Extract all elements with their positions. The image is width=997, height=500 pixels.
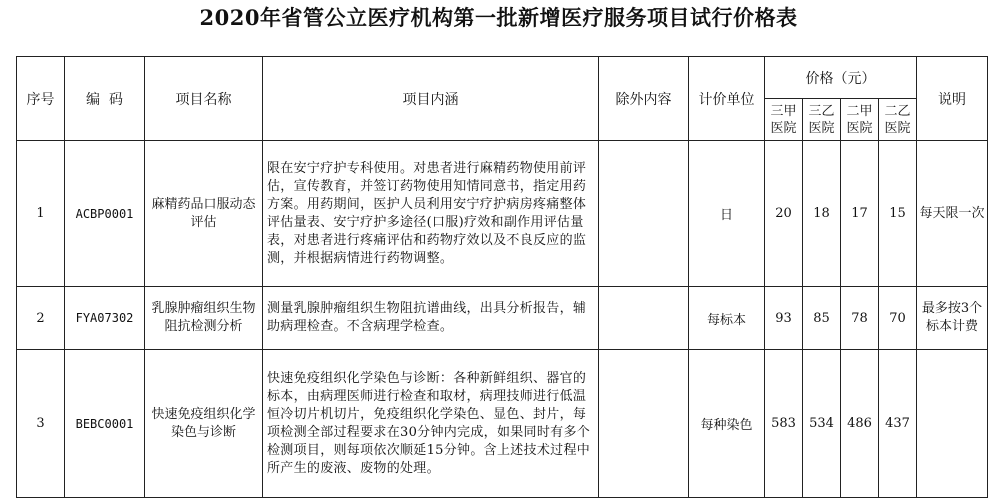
row-seq: 2 [17,287,65,350]
header-price-sanyi: 三乙医院 [803,99,841,141]
row-unit: 日 [689,141,765,287]
row-seq: 1 [17,141,65,287]
row-code: BEBC0001 [65,350,145,498]
row-excluded [599,141,689,287]
row-name: 乳腺肿瘤组织生物阻抗检测分析 [145,287,263,350]
row-note: 最多按3个标本计费 [917,287,988,350]
price-table [16,56,988,498]
header-note: 说明 [917,57,988,141]
header-price-erjia: 二甲医院 [841,99,879,141]
row-price-eryi: 437 [879,350,917,498]
header-content: 项目内涵 [263,57,599,141]
row-price-erjia: 486 [841,350,879,498]
table-row [17,287,988,350]
table-row [17,350,988,498]
row-content: 测量乳腺肿瘤组织生物阻抗谱曲线，出具分析报告，辅助病理检查。不含病理学检查。 [263,287,599,350]
row-note [917,350,988,498]
header-row [17,57,988,99]
header-excluded: 除外内容 [599,57,689,141]
row-price-eryi: 70 [879,287,917,350]
row-price-sanyi: 534 [803,350,841,498]
header-price-eryi: 二乙医院 [879,99,917,141]
row-content: 限在安宁疗护专科使用。对患者进行麻精药物使用前评估，宣传教育，并签订药物使用知情同意书，指定用药方案。用药期间，医护人员利用安宁疗护病房疼痛整体评估量表、安宁疗护多途径(口服)疗效和副作用评估量表，对患者进行疼痛评估和药物疗效以及不良反应的监测，并根据病情进行药物调整。 [263,141,599,287]
row-price-sanyi: 18 [803,141,841,287]
row-excluded [599,287,689,350]
row-price-sanyi: 85 [803,287,841,350]
row-unit: 每种染色 [689,350,765,498]
row-price-erjia: 17 [841,141,879,287]
row-code: FYA07302 [65,287,145,350]
row-price-eryi: 15 [879,141,917,287]
row-name: 快速免疫组织化学染色与诊断 [145,350,263,498]
row-price-sanjia: 583 [765,350,803,498]
header-unit: 计价单位 [689,57,765,141]
header-price-sanjia: 三甲医院 [765,99,803,141]
header-name: 项目名称 [145,57,263,141]
row-content: 快速免疫组织化学染色与诊断：各种新鲜组织、器官的标本，由病理医师进行检查和取材，病理技师进行低温恒冷切片机切片，免疫组织化学染色、显色、封片，每项检测全部过程要求在30分钟内完成，如果同时有多个检测项目，则每项依次顺延15分钟。含上述技术过程中所产生的废液、废物的处理。 [263,350,599,498]
row-price-sanjia: 93 [765,287,803,350]
row-price-sanjia: 20 [765,141,803,287]
row-code: ACBP0001 [65,141,145,287]
row-unit: 每标本 [689,287,765,350]
page-title: 2020年省管公立医疗机构第一批新增医疗服务项目试行价格表 [199,5,798,30]
header-price: 价格（元） [765,57,917,99]
row-name: 麻精药品口服动态评估 [145,141,263,287]
header-code: 编 码 [65,57,145,141]
row-note: 每天限一次 [917,141,988,287]
row-price-erjia: 78 [841,287,879,350]
table-row [17,141,988,287]
row-seq: 3 [17,350,65,498]
row-excluded [599,350,689,498]
header-seq: 序号 [17,57,65,141]
